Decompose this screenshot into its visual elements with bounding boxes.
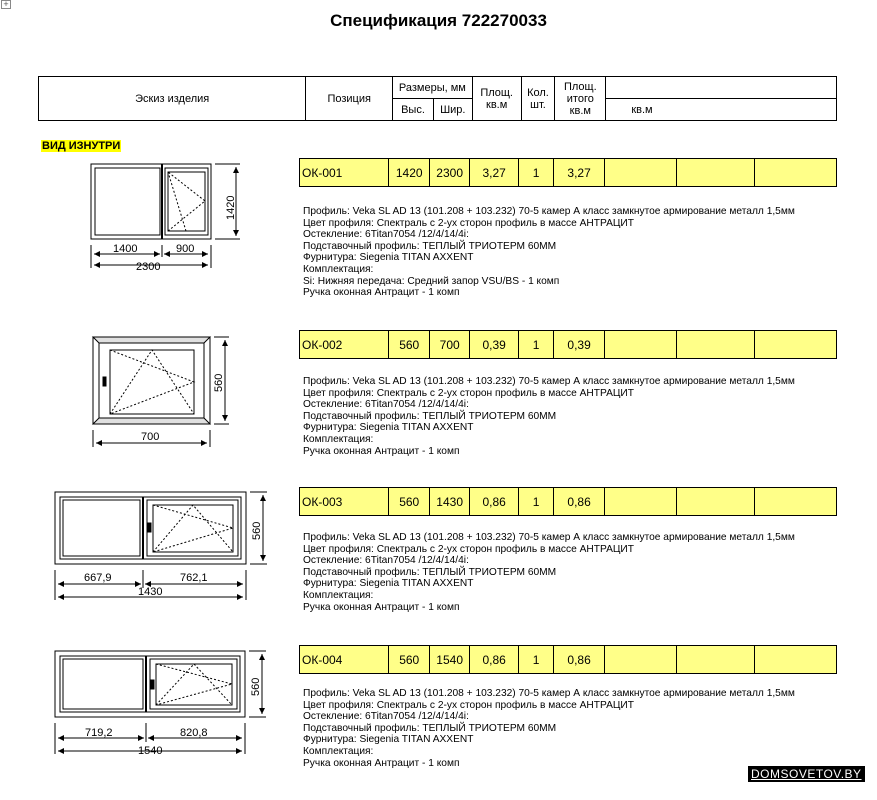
dim-ok-001-left: 1400 <box>113 243 138 255</box>
header-sketch: Эскиз изделия <box>39 77 306 121</box>
page-title: Спецификация 722270033 <box>330 11 547 30</box>
width-cell: 700 <box>430 331 469 359</box>
qty-cell: 1 <box>519 488 553 516</box>
sketch-ok-002 <box>93 337 229 447</box>
position-cell: ОК-003 <box>300 488 389 516</box>
header-qty: Кол. шт. <box>521 77 555 121</box>
header-height: Выс. <box>393 99 434 121</box>
header-width: Шир. <box>433 99 472 121</box>
dim-ok-003-total: 1430 <box>138 586 163 598</box>
item-description: Профиль: Veka SL AD 13 (101.208 + 103.232) 70-5 камер А класс замкнутое армирование металл 1,5мм Цвет профиля: Спектраль с 2-ух сторон профиль в массе АНТРАЦИТ Остекление: 6Titan7054 /12/4/14/4i: Подставочный профиль: ТЕПЛЫЙ ТРИОТЕРМ 60ММ Фурнитура: Siegenia TITAN AXXENT Комплектация: Si: Нижняя передача: Средний запор VSU/BS - 1 комп Ручка оконная Антрацит - 1 комп <box>303 206 795 299</box>
area-cell: 0,86 <box>469 488 519 516</box>
total-area-cell: 0,86 <box>553 488 605 516</box>
dim-ok-004-right: 820,8 <box>180 727 208 739</box>
area-cell: 0,86 <box>469 646 519 674</box>
total-area-cell: 3,27 <box>553 159 605 187</box>
width-cell: 2300 <box>430 159 469 187</box>
qty-cell: 1 <box>519 159 553 187</box>
height-cell: 1420 <box>388 159 429 187</box>
width-cell: 1540 <box>430 646 469 674</box>
item-description: Профиль: Veka SL AD 13 (101.208 + 103.232) 70-5 камер А класс замкнутое армирование металл 1,5мм Цвет профиля: Спектраль с 2-ух сторон профиль в массе АНТРАЦИТ Остекление: 6Titan7054 /12/4/14/4i: Подставочный профиль: ТЕПЛЫЙ ТРИОТЕРМ 60ММ Фурнитура: Siegenia TITAN AXXENT Комплектация: Ручка оконная Антрацит - 1 комп <box>303 688 795 769</box>
dim-ok-001-right: 900 <box>176 243 195 255</box>
dim-ok-001-total: 2300 <box>136 261 161 273</box>
dim-ok-004-height: 560 <box>250 677 262 696</box>
sketch-frame <box>91 164 211 239</box>
item-description: Профиль: Veka SL AD 13 (101.208 + 103.232) 70-5 камер А класс замкнутое армирование металл 1,5мм Цвет профиля: Спектраль с 2-ух сторон профиль в массе АНТРАЦИТ Остекление: 6Titan7054 /12/4/14/4i: Подставочный профиль: ТЕПЛЫЙ ТРИОТЕРМ 60ММ Фурнитура: Siegenia TITAN AXXENT Комплектация: Ручка оконная Антрацит - 1 комп <box>303 376 795 457</box>
dim-ok-004-left: 719,2 <box>85 727 113 739</box>
header-unit: кв.м <box>606 99 837 121</box>
dim-ok-001-height: 1420 <box>225 195 237 220</box>
height-cell: 560 <box>388 488 429 516</box>
dim-ok-002-height: 560 <box>213 373 225 392</box>
dim-ok-002-total: 700 <box>141 431 160 443</box>
header-position: Позиция <box>306 77 393 121</box>
position-cell: ОК-001 <box>300 159 389 187</box>
header-area: Площ. кв.м <box>472 77 521 121</box>
section-label: ВИД ИЗНУТРИ <box>42 140 121 152</box>
table-move-handle-icon[interactable]: + <box>1 0 11 9</box>
qty-cell: 1 <box>519 331 553 359</box>
dim-ok-003-left: 667,9 <box>84 572 112 584</box>
tilt-turn-icon <box>153 505 233 552</box>
header-total-area: Площ. итого кв.м <box>555 77 606 121</box>
height-cell: 560 <box>388 331 429 359</box>
dim-ok-003-right: 762,1 <box>180 572 208 584</box>
area-cell: 0,39 <box>469 331 519 359</box>
header-sizes: Размеры, мм <box>393 77 473 99</box>
total-area-cell: 0,86 <box>553 646 605 674</box>
width-cell: 1430 <box>430 488 469 516</box>
tilt-turn-icon <box>168 172 205 231</box>
tilt-turn-icon <box>110 350 194 414</box>
total-area-cell: 0,39 <box>553 331 605 359</box>
position-cell: ОК-004 <box>300 646 389 674</box>
qty-cell: 1 <box>519 646 553 674</box>
tilt-turn-icon <box>156 664 232 705</box>
position-cell: ОК-002 <box>300 331 389 359</box>
item-description: Профиль: Veka SL AD 13 (101.208 + 103.232) 70-5 камер А класс замкнутое армирование металл 1,5мм Цвет профиля: Спектраль с 2-ух сторон профиль в массе АНТРАЦИТ Остекление: 6Titan7054 /12/4/14/4i: Подставочный профиль: ТЕПЛЫЙ ТРИОТЕРМ 60ММ Фурнитура: Siegenia TITAN AXXENT Комплектация: Ручка оконная Антрацит - 1 комп <box>303 532 795 613</box>
watermark-link[interactable]: DOMSOVETOV.BY <box>748 766 865 782</box>
dim-ok-004-total: 1540 <box>138 745 163 757</box>
dim-ok-003-height: 560 <box>251 521 263 540</box>
height-cell: 560 <box>388 646 429 674</box>
area-cell: 3,27 <box>469 159 519 187</box>
